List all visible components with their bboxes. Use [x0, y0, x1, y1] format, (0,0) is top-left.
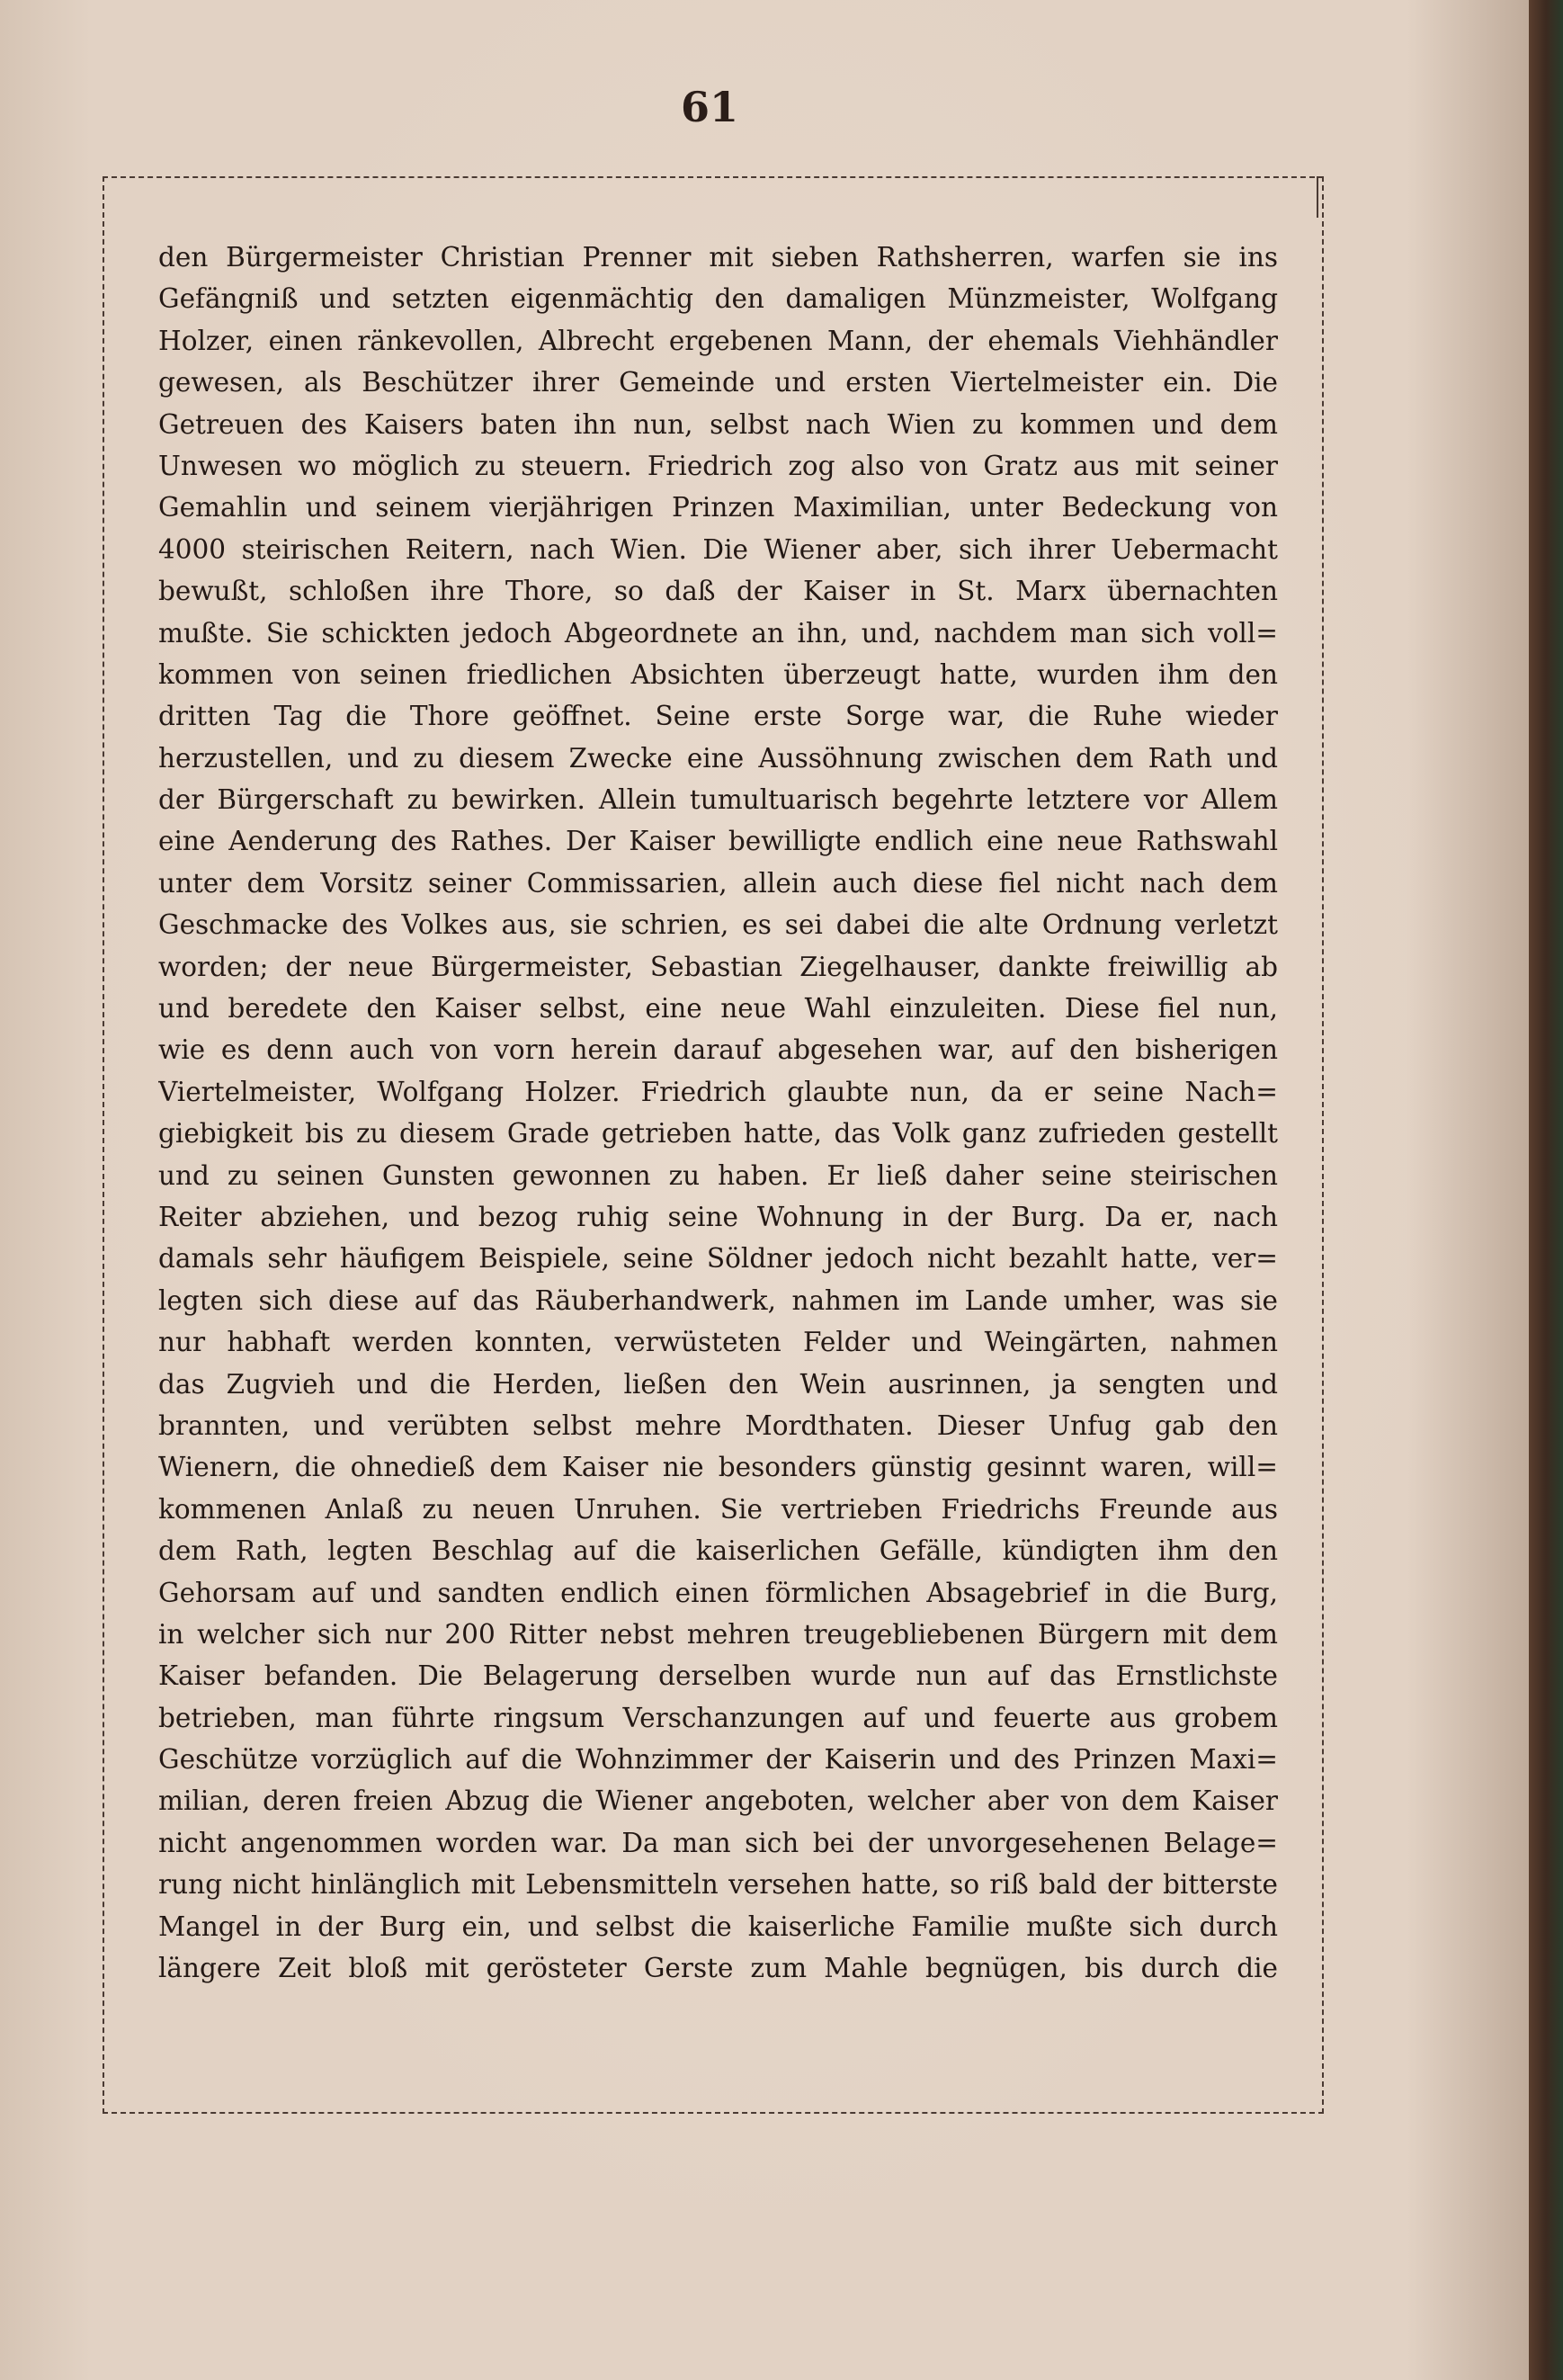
text-line: Gemahlin und seinem vierjährigen Prinzen Maximilian, unter Bedeckung von — [158, 492, 1278, 523]
text-line: worden; der neue Bürgermeister, Sebastian Ziegelhauser, dankte freiwillig ab — [158, 951, 1278, 982]
text-line: den Bürgermeister Christian Prenner mit sieben Rathsherren, warfen sie ins — [158, 242, 1278, 273]
text-line: 4000 steirischen Reitern, nach Wien. Die Wiener aber, sich ihrer Uebermacht — [158, 533, 1278, 565]
text-line: betrieben, man führte ringsum Verschanzungen auf und feuerte aus grobem — [158, 1702, 1278, 1733]
text-line: rung nicht hinlänglich mit Lebensmitteln versehen hatte, so riß bald der bitterste — [158, 1869, 1278, 1901]
text-line: Gefängniß und setzten eigenmächtig den damaligen Münzmeister, Wolfgang — [158, 283, 1278, 315]
text-line: brannten, und verübten selbst mehre Mordthaten. Dieser Unfug gab den — [158, 1409, 1278, 1441]
book-spine-edge — [1529, 0, 1563, 2380]
text-line: der Bürgerschaft zu bewirken. Allein tumultuarisch begehrte letztere vor Allem — [158, 784, 1278, 816]
text-line: nicht angenommen worden war. Da man sich bei der unvorgesehenen Belage= — [158, 1827, 1278, 1858]
text-line: Mangel in der Burg ein, und selbst die kaiserliche Familie mußte sich durch — [158, 1910, 1278, 1942]
text-line: in welcher sich nur 200 Ritter nebst mehren treugebliebenen Bürgern mit dem — [158, 1618, 1278, 1650]
text-line: Wienern, die ohnedieß dem Kaiser nie besonders günstig gesinnt waren, will= — [158, 1452, 1278, 1483]
text-line: giebigkeit bis zu diesem Grade getrieben hatte, das Volk ganz zufrieden gestellt — [158, 1118, 1278, 1150]
text-line: Gehorsam auf und sandten endlich einen förmlichen Absagebrief in die Burg, — [158, 1577, 1278, 1608]
text-line: legten sich diese auf das Räuberhandwerk, nahmen im Lande umher, was sie — [158, 1284, 1278, 1316]
page-number: 61 — [680, 83, 738, 131]
text-line: Unwesen wo möglich zu steuern. Friedrich zog also von Gratz aus mit seiner — [158, 450, 1278, 481]
text-line: längere Zeit bloß mit gerösteter Gerste zum Mahle begnügen, bis durch die — [158, 1953, 1278, 1984]
text-line: kommen von seinen friedlichen Absichten überzeugt hatte, wurden ihm den — [158, 658, 1278, 690]
text-line: Getreuen des Kaisers baten ihn nun, selbst nach Wien zu kommen und dem — [158, 408, 1278, 440]
text-line: wie es denn auch von vorn herein darauf abgesehen war, auf den bisherigen — [158, 1034, 1278, 1066]
text-line: Reiter abziehen, und bezog ruhig seine Wohnung in der Burg. Da er, nach — [158, 1201, 1278, 1232]
text-line: gewesen, als Beschützer ihrer Gemeinde und ersten Viertelmeister ein. Die — [158, 367, 1278, 398]
text-line: damals sehr häufigem Beispiele, seine Söldner jedoch nicht bezahlt hatte, ver= — [158, 1243, 1278, 1275]
frame-corner-mark — [1317, 176, 1318, 218]
text-line: kommenen Anlaß zu neuen Unruhen. Sie vertrieben Friedrichs Freunde aus — [158, 1493, 1278, 1525]
text-line: Geschmacke des Volkes aus, sie schrien, es sei dabei die alte Ordnung verletzt — [158, 909, 1278, 941]
text-line: nur habhaft werden konnten, verwüsteten Felder und Weingärten, nahmen — [158, 1327, 1278, 1358]
text-line: Kaiser befanden. Die Belagerung derselben wurde nun auf das Ernstlichste — [158, 1660, 1278, 1692]
text-line: milian, deren freien Abzug die Wiener angeboten, welcher aber von dem Kaiser — [158, 1785, 1278, 1817]
text-line: Geschütze vorzüglich auf die Wohnzimmer der Kaiserin und des Prinzen Maxi= — [158, 1744, 1278, 1776]
body-text — [158, 237, 1278, 1989]
text-line: Viertelmeister, Wolfgang Holzer. Friedrich glaubte nun, da er seine Nach= — [158, 1076, 1278, 1107]
text-line: dritten Tag die Thore geöffnet. Seine erste Sorge war, die Ruhe wieder — [158, 701, 1278, 732]
text-line: herzustellen, und zu diesem Zwecke eine Aussöhnung zwischen dem Rath und — [158, 742, 1278, 774]
text-line: und beredete den Kaiser selbst, eine neue Wahl einzuleiten. Diese fiel nun, — [158, 993, 1278, 1024]
text-line: unter dem Vorsitz seiner Commissarien, allein auch diese fiel nicht nach dem — [158, 867, 1278, 899]
text-line: und zu seinen Gunsten gewonnen zu haben. Er ließ daher seine steirischen — [158, 1159, 1278, 1191]
text-line: eine Aenderung des Rathes. Der Kaiser bewilligte endlich eine neue Rathswahl — [158, 826, 1278, 857]
text-line: das Zugvieh und die Herden, ließen den Wein ausrinnen, ja sengten und — [158, 1368, 1278, 1400]
text-line: Holzer, einen ränkevollen, Albrecht ergebenen Mann, der ehemals Viehhändler — [158, 325, 1278, 356]
text-line: dem Rath, legten Beschlag auf die kaiserlichen Gefälle, kündigten ihm den — [158, 1535, 1278, 1567]
text-line: bewußt, schloßen ihre Thore, so daß der Kaiser in St. Marx übernachten — [158, 576, 1278, 607]
text-line: mußte. Sie schickten jedoch Abgeordnete an ihn, und, nachdem man sich voll= — [158, 617, 1278, 649]
